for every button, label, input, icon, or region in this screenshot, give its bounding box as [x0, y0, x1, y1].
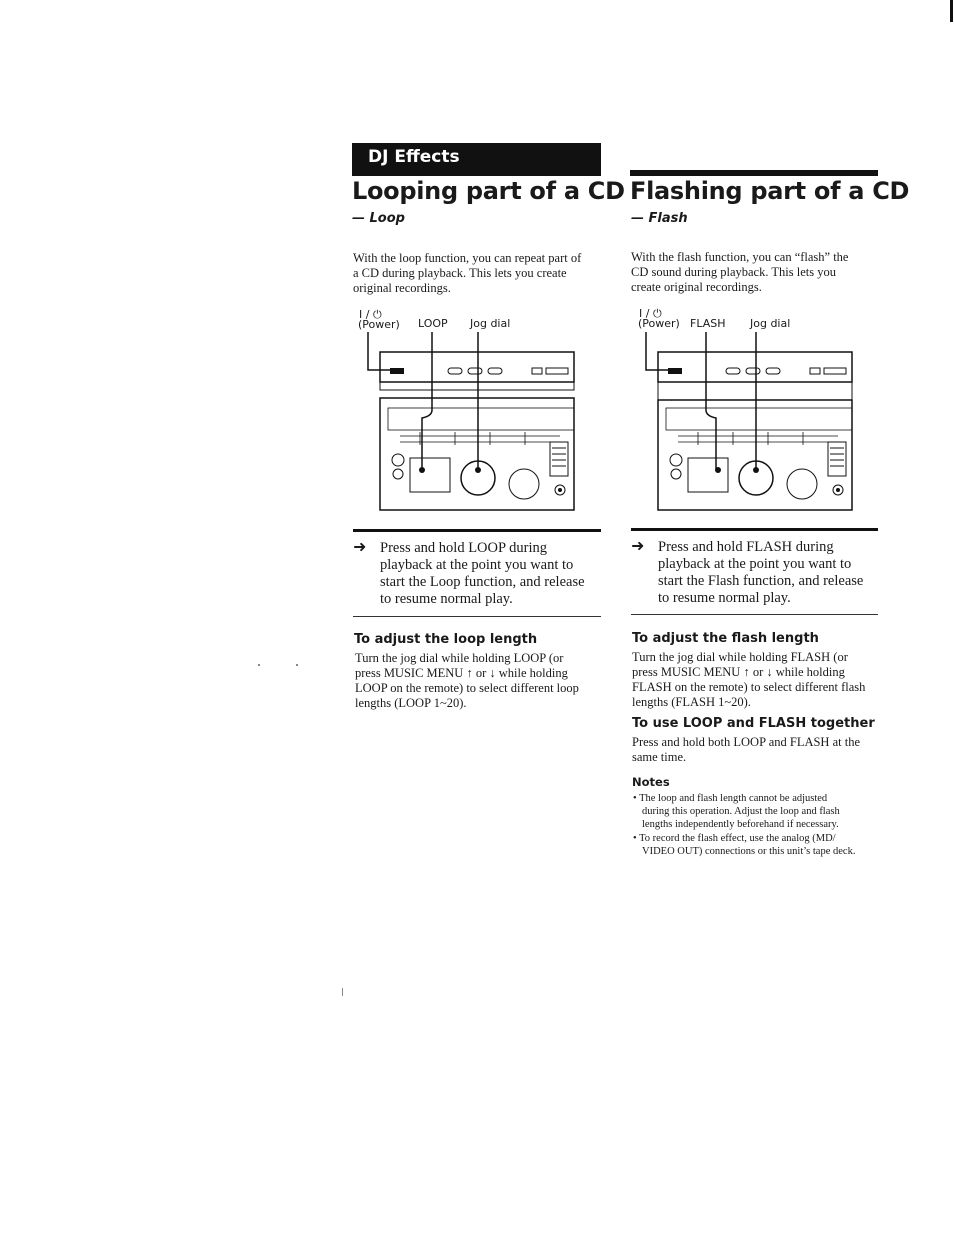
right-title: Flashing part of a CD — [630, 177, 910, 205]
left-intro: With the loop function, you can repeat part of a CD during playback. This lets you create original recordings. — [353, 251, 582, 295]
scan-speck — [342, 988, 343, 996]
right-jog-label: Jog dial — [750, 317, 791, 330]
note-item: • To record the flash effect, use the analog (MD/ VIDEO OUT) connections or this unit’s tape deck. — [633, 833, 856, 857]
left-adjust-text: Turn the jog dial while holding LOOP (or press MUSIC MENU ↑ or ↓ while holding LOOP on the remote) to select different loop lengths (LOOP 1~20). — [355, 651, 579, 710]
left-stereo-diagram — [360, 330, 580, 515]
right-step-text: Press and hold FLASH during playback at the point you want to start the Flash function, and release to resume normal play. — [658, 539, 864, 606]
right-together-text: Press and hold both LOOP and FLASH at the same time. — [632, 735, 860, 764]
scan-speck — [258, 664, 260, 666]
left-step-arrow-icon: ➜ — [353, 537, 367, 556]
right-together-heading: To use LOOP and FLASH together — [632, 716, 875, 731]
scan-speck — [296, 664, 298, 666]
right-stereo-diagram — [638, 330, 858, 515]
note-item: • The loop and flash length cannot be adjusted during this operation. Adjust the loop and flash lengths independently beforehand if necessary. — [633, 793, 840, 830]
left-subtitle: — Loop — [352, 211, 405, 226]
left-step-text: Press and hold LOOP during playback at the point you want to start the Loop function, and release to resume normal play. — [380, 540, 585, 607]
left-title: Looping part of a CD — [352, 177, 625, 205]
left-step-rule-bottom — [353, 616, 601, 617]
left-power-symbol: I / ⏻ — [359, 308, 382, 321]
left-loop-label: LOOP — [418, 317, 448, 330]
section-label: DJ Effects — [352, 143, 601, 176]
right-intro: With the flash function, you can “flash” the CD sound during playback. This lets you create original recordings. — [631, 250, 849, 294]
left-jog-label: Jog dial — [470, 317, 511, 330]
right-subtitle: — Flash — [631, 211, 688, 226]
right-flash-label: FLASH — [690, 317, 726, 330]
left-adjust-heading: To adjust the loop length — [354, 632, 538, 647]
right-adjust-text: Turn the jog dial while holding FLASH (or press MUSIC MENU ↑ or ↓ while holding FLASH on the remote) to select different flash lengths (FLASH 1~20). — [632, 650, 866, 709]
right-adjust-heading: To adjust the flash length — [632, 631, 819, 646]
left-power-label: (Power) — [358, 318, 400, 331]
right-power-symbol: I / ⏻ — [639, 307, 662, 320]
scan-edge-mark — [950, 0, 953, 22]
right-step-rule-top — [631, 528, 878, 531]
right-column-top-rule — [630, 170, 878, 176]
right-step-arrow-icon: ➜ — [631, 536, 645, 555]
left-step-rule-top — [353, 529, 601, 532]
right-power-label: (Power) — [638, 317, 680, 330]
notes-title: Notes — [632, 775, 670, 789]
right-step-rule-bottom — [631, 614, 878, 615]
